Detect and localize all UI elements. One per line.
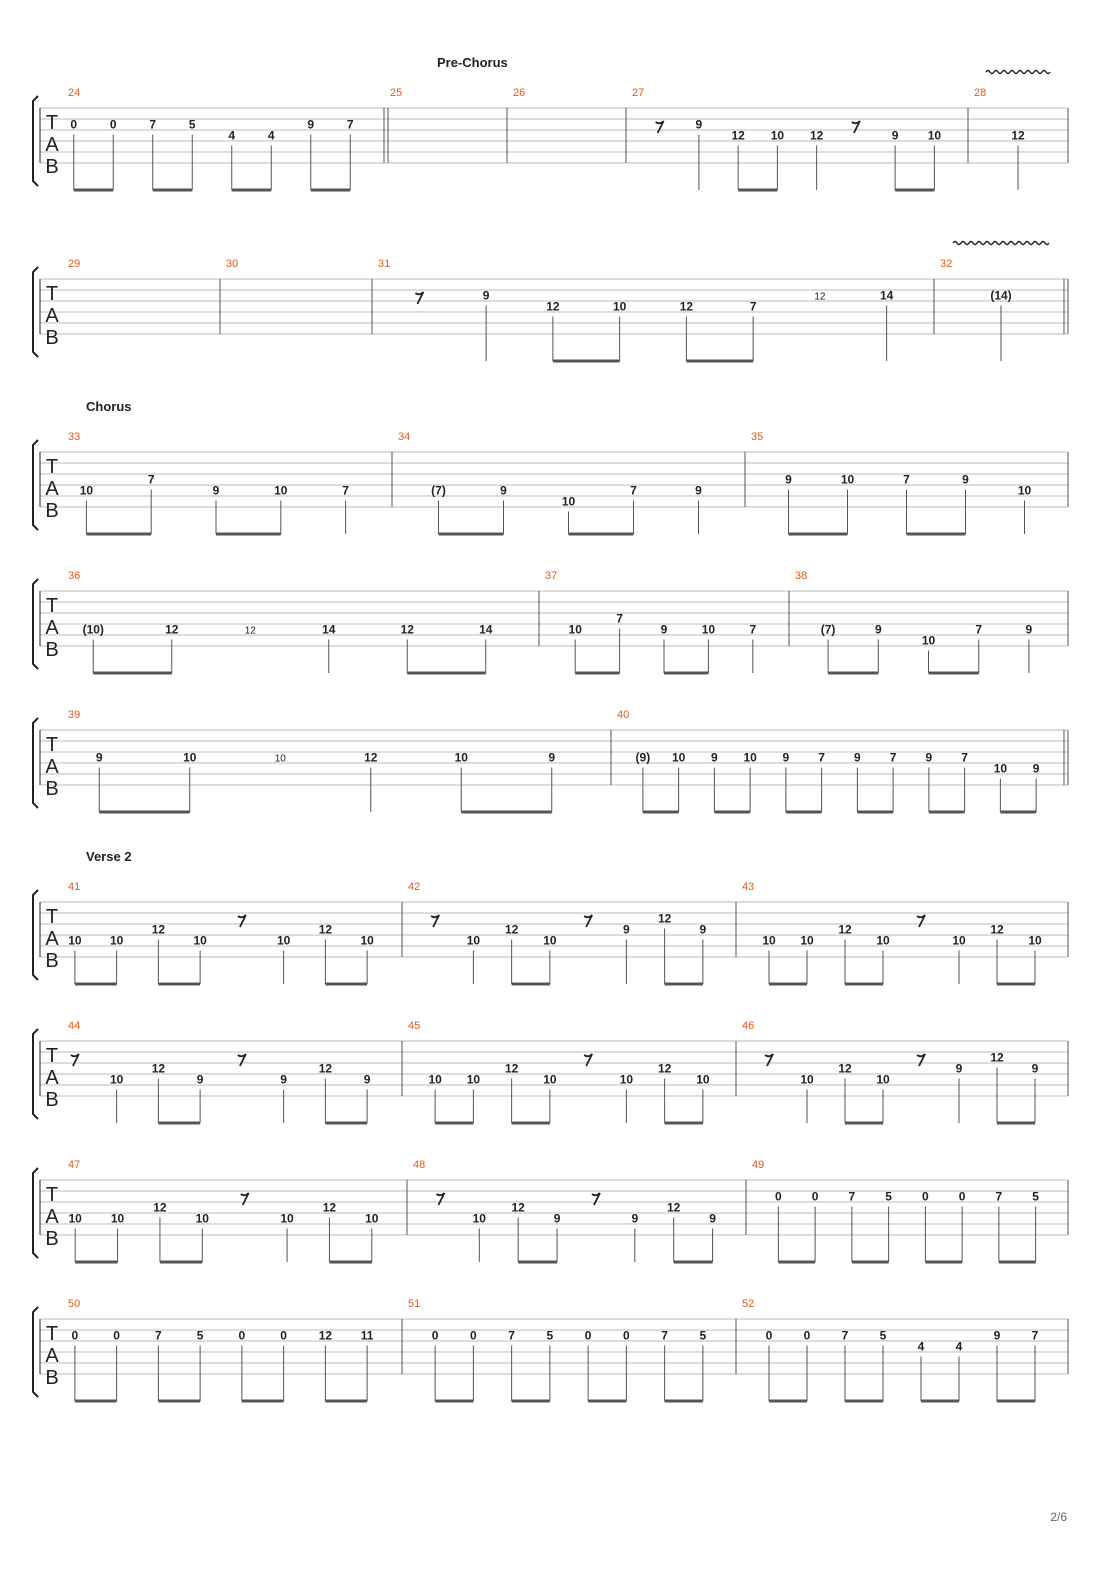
fret-number: 10: [568, 622, 582, 637]
fret-number: 9: [874, 622, 882, 637]
tab-clef-letter: A: [45, 134, 59, 156]
tab-clef-letter: T: [45, 1045, 59, 1067]
measure-number: 27: [632, 87, 645, 99]
measure-number: 25: [390, 87, 403, 99]
tab-clef-letter: A: [45, 756, 59, 778]
fret-number: 5: [196, 1328, 204, 1343]
measure-number: 44: [68, 1020, 81, 1032]
fret-number: 9: [709, 1211, 716, 1226]
tab-clef-letter: B: [45, 778, 59, 800]
fret-number: 0: [958, 1189, 966, 1204]
fret-number: 12: [990, 1050, 1004, 1065]
fret-number: 9: [993, 1328, 1001, 1343]
section-label: Pre-Chorus: [437, 55, 508, 70]
eighth-rest-mark: [584, 915, 592, 927]
fret-number: 12: [809, 128, 824, 143]
fret-number: 7: [995, 1189, 1003, 1204]
fret-number: 0: [71, 1328, 79, 1343]
measure-number: 29: [68, 258, 81, 270]
fret-number: 10: [466, 1072, 481, 1087]
fret-number: 10: [671, 750, 686, 765]
measure-number: 31: [378, 258, 391, 270]
fret-number: 9: [1031, 1061, 1039, 1076]
tab-clef-letter: A: [45, 305, 59, 327]
eighth-rest-mark: [765, 1054, 773, 1066]
fret-number: 10: [701, 622, 716, 637]
section-label: Chorus: [86, 399, 132, 414]
fret-number: 12: [400, 622, 414, 637]
grace-note-fret: 12: [244, 625, 256, 637]
fret-number: 12: [731, 128, 745, 143]
measure-number: 24: [68, 87, 81, 99]
fret-number: 5: [699, 1328, 707, 1343]
tab-clef-letter: B: [45, 1367, 59, 1389]
eighth-rest-mark: [431, 915, 439, 927]
fret-number: 10: [561, 494, 576, 509]
eighth-rest-mark: [241, 1193, 249, 1205]
fret-number: 9: [699, 922, 707, 937]
tab-clef-letter: T: [45, 906, 59, 928]
fret-number: 7: [749, 299, 757, 314]
fret-number: 12: [151, 1061, 166, 1076]
measure-number: 28: [974, 87, 987, 99]
fret-number: 5: [1032, 1189, 1039, 1204]
measure-number: 32: [940, 258, 953, 270]
fret-number: 10: [612, 299, 627, 314]
fret-number: 10: [762, 933, 776, 948]
measure-number: 41: [68, 881, 81, 893]
fret-number: 10: [109, 933, 124, 948]
fret-number: 4: [917, 1339, 925, 1354]
fret-number: 9: [891, 128, 899, 143]
grace-note-fret: 10: [274, 753, 286, 765]
fret-number: 0: [775, 1189, 782, 1204]
system-bracket: [33, 1168, 38, 1258]
fret-number: 10: [840, 472, 855, 487]
fret-number: (7): [820, 622, 836, 637]
eighth-rest-mark: [584, 1054, 592, 1066]
fret-number: 9: [95, 750, 103, 765]
fret-number: 9: [553, 1211, 561, 1226]
fret-number: 12: [165, 622, 179, 637]
fret-number: 10: [274, 483, 288, 498]
fret-number: 12: [318, 1061, 333, 1076]
fret-number: 12: [667, 1200, 681, 1215]
fret-number: 10: [276, 933, 291, 948]
fret-number: 10: [454, 750, 468, 765]
fret-number: 10: [543, 933, 557, 948]
fret-number: 7: [155, 1328, 162, 1343]
tab-clef-letter: A: [45, 1345, 59, 1367]
fret-number: 7: [342, 483, 349, 498]
eighth-rest-mark: [71, 1054, 79, 1066]
eighth-rest-mark: [238, 1054, 246, 1066]
fret-number: 11: [360, 1328, 374, 1343]
system-bracket: [33, 579, 38, 669]
fret-number: 7: [346, 117, 354, 132]
page-number: 2/6: [1050, 1510, 1067, 1524]
fret-number: 12: [990, 922, 1004, 937]
fret-number: 10: [619, 1072, 634, 1087]
measure-number: 26: [513, 87, 526, 99]
grace-note-fret: 12: [814, 291, 826, 303]
fret-number: 9: [280, 1072, 287, 1087]
fret-number: 0: [765, 1328, 773, 1343]
section-label: Verse 2: [86, 849, 132, 864]
tab-clef-letter: T: [45, 734, 59, 756]
fret-number: 10: [876, 933, 890, 948]
fret-number: 7: [749, 622, 757, 637]
fret-number: 0: [584, 1328, 592, 1343]
vibrato-mark: [953, 242, 1049, 245]
measure-number: 38: [795, 570, 808, 582]
tab-clef-letter: T: [45, 112, 59, 134]
fret-number: 12: [838, 922, 852, 937]
fret-number: 0: [113, 1328, 120, 1343]
measure-number: 46: [742, 1020, 755, 1032]
fret-number: 12: [153, 1200, 167, 1215]
measure-number: 36: [68, 570, 81, 582]
fret-number: 10: [110, 1211, 125, 1226]
fret-number: 9: [695, 483, 702, 498]
tab-clef-letter: B: [45, 156, 59, 178]
measure-number: 34: [398, 431, 411, 443]
tab-clef-letter: T: [45, 1323, 59, 1345]
fret-number: 0: [470, 1328, 477, 1343]
fret-number: 10: [195, 1211, 209, 1226]
fret-number: 7: [147, 472, 155, 487]
fret-number: 10: [183, 750, 197, 765]
fret-number: 12: [151, 922, 166, 937]
measure-number: 50: [68, 1298, 81, 1310]
tab-clef-letter: T: [45, 283, 59, 305]
fret-number: (10): [82, 622, 104, 637]
fret-number: 5: [885, 1189, 892, 1204]
fret-number: 10: [360, 933, 374, 948]
system-bracket: [33, 440, 38, 530]
fret-number: 12: [657, 911, 672, 926]
fret-number: 10: [472, 1211, 486, 1226]
fret-number: 10: [109, 1072, 124, 1087]
fret-number: 5: [188, 117, 196, 132]
fret-number: 12: [838, 1061, 852, 1076]
eighth-rest-mark: [917, 915, 925, 927]
fret-number: 10: [800, 933, 814, 948]
tab-clef-letter: T: [45, 456, 59, 478]
fret-number: 10: [743, 750, 757, 765]
system-bracket: [33, 718, 38, 808]
fret-number: 10: [770, 128, 785, 143]
eighth-rest-mark: [238, 915, 246, 927]
fret-number: 9: [925, 750, 933, 765]
tab-clef-letter: B: [45, 1089, 59, 1111]
fret-number: 9: [623, 922, 630, 937]
measure-number: 43: [742, 881, 755, 893]
fret-number: 10: [79, 483, 94, 498]
eighth-rest-mark: [436, 1193, 444, 1205]
fret-number: 9: [482, 288, 490, 303]
tab-clef-letter: T: [45, 595, 59, 617]
fret-number: 7: [975, 622, 983, 637]
fret-number: (7): [431, 483, 446, 498]
measure-number: 47: [68, 1159, 81, 1171]
fret-number: 10: [543, 1072, 557, 1087]
fret-number: 9: [854, 750, 861, 765]
fret-number: 12: [504, 922, 519, 937]
fret-number: 10: [927, 128, 942, 143]
tab-clef-letter: A: [45, 617, 59, 639]
system-bracket: [33, 96, 38, 186]
fret-number: 0: [811, 1189, 819, 1204]
fret-number: 12: [318, 922, 333, 937]
vibrato-mark: [986, 71, 1050, 74]
fret-number: 10: [993, 761, 1008, 776]
measure-number: 51: [408, 1298, 421, 1310]
fret-number: 9: [660, 622, 668, 637]
fret-number: 7: [841, 1328, 849, 1343]
fret-number: 9: [196, 1072, 204, 1087]
fret-number: 7: [630, 483, 637, 498]
tab-clef-letter: A: [45, 1206, 59, 1228]
fret-number: 4: [267, 128, 275, 143]
measure-number: 52: [742, 1298, 755, 1310]
fret-number: 4: [955, 1339, 963, 1354]
measure-number: 39: [68, 709, 81, 721]
fret-number: 10: [68, 933, 82, 948]
fret-number: 7: [616, 611, 623, 626]
measure-number: 37: [545, 570, 558, 582]
fret-number: 9: [711, 750, 718, 765]
fret-number: 9: [695, 117, 703, 132]
fret-number: 12: [546, 299, 560, 314]
fret-number: 9: [962, 472, 969, 487]
tab-clef-letter: A: [45, 1067, 59, 1089]
fret-number: 14: [322, 622, 336, 637]
tab-clef-letter: B: [45, 1228, 59, 1250]
fret-number: 9: [548, 750, 556, 765]
eighth-rest-mark: [852, 121, 860, 133]
fret-number: 7: [889, 750, 897, 765]
fret-number: 7: [961, 750, 968, 765]
fret-number: 9: [1032, 761, 1040, 776]
tab-clef-letter: T: [45, 1184, 59, 1206]
fret-number: 12: [679, 299, 694, 314]
measure-number: 30: [226, 258, 239, 270]
system-bracket: [33, 890, 38, 980]
measure-number: 42: [408, 881, 421, 893]
fret-number: 14: [879, 288, 894, 303]
fret-number: 12: [318, 1328, 333, 1343]
eighth-rest-mark: [415, 292, 423, 304]
fret-number: 12: [511, 1200, 525, 1215]
fret-number: 10: [1028, 933, 1042, 948]
fret-number: 10: [952, 933, 966, 948]
fret-number: 10: [280, 1211, 294, 1226]
fret-number: 10: [365, 1211, 379, 1226]
fret-number: 5: [546, 1328, 554, 1343]
fret-number: 9: [500, 483, 507, 498]
fret-number: 0: [70, 117, 78, 132]
fret-number: 0: [431, 1328, 439, 1343]
fret-number: 7: [818, 750, 825, 765]
fret-number: 9: [955, 1061, 963, 1076]
eighth-rest-mark: [592, 1193, 600, 1205]
tab-clef-letter: B: [45, 639, 59, 661]
fret-number: 0: [109, 117, 117, 132]
fret-number: 12: [322, 1200, 337, 1215]
system-bracket: [33, 1307, 38, 1397]
measure-number: 33: [68, 431, 81, 443]
tab-clef-letter: A: [45, 928, 59, 950]
fret-number: 10: [696, 1072, 710, 1087]
fret-number: 5: [879, 1328, 887, 1343]
fret-number: 10: [193, 933, 207, 948]
fret-number: 7: [661, 1328, 668, 1343]
fret-number: 9: [307, 117, 315, 132]
fret-number: 0: [280, 1328, 287, 1343]
tab-clef-letter: A: [45, 478, 59, 500]
system-bracket: [33, 1029, 38, 1119]
fret-number: 10: [876, 1072, 890, 1087]
fret-number: 9: [631, 1211, 639, 1226]
fret-number: 7: [848, 1189, 856, 1204]
measure-number: 40: [617, 709, 630, 721]
fret-number: 10: [1017, 483, 1032, 498]
fret-number: 7: [903, 472, 910, 487]
eighth-rest-mark: [656, 121, 664, 133]
fret-number: 0: [623, 1328, 630, 1343]
tab-clef-letter: B: [45, 327, 59, 349]
measure-number: 35: [751, 431, 764, 443]
fret-number: 9: [1025, 622, 1033, 637]
fret-number: 10: [466, 933, 481, 948]
fret-number: 14: [479, 622, 493, 637]
fret-number: (9): [635, 750, 651, 765]
fret-number: 12: [504, 1061, 519, 1076]
measure-number: 48: [413, 1159, 426, 1171]
fret-number: 10: [800, 1072, 814, 1087]
fret-number: 10: [68, 1211, 82, 1226]
fret-number: 10: [428, 1072, 442, 1087]
fret-number: 9: [212, 483, 220, 498]
tab-clef-letter: B: [45, 950, 59, 972]
fret-number: 9: [782, 750, 790, 765]
fret-number: 10: [921, 633, 936, 648]
fret-number: 0: [238, 1328, 246, 1343]
fret-number: 9: [785, 472, 792, 487]
fret-number: 0: [922, 1189, 929, 1204]
fret-number: 7: [149, 117, 157, 132]
measure-number: 49: [752, 1159, 765, 1171]
fret-number: 0: [803, 1328, 811, 1343]
fret-number: 7: [1031, 1328, 1039, 1343]
fret-number: 4: [228, 128, 236, 143]
tab-clef-letter: B: [45, 500, 59, 522]
system-bracket: [33, 267, 38, 357]
eighth-rest-mark: [917, 1054, 925, 1066]
fret-number: 9: [363, 1072, 371, 1087]
measure-number: 45: [408, 1020, 421, 1032]
fret-number: 12: [1011, 128, 1025, 143]
fret-number: 7: [508, 1328, 515, 1343]
fret-number: (14): [990, 288, 1012, 303]
fret-number: 12: [657, 1061, 672, 1076]
fret-number: 12: [364, 750, 378, 765]
